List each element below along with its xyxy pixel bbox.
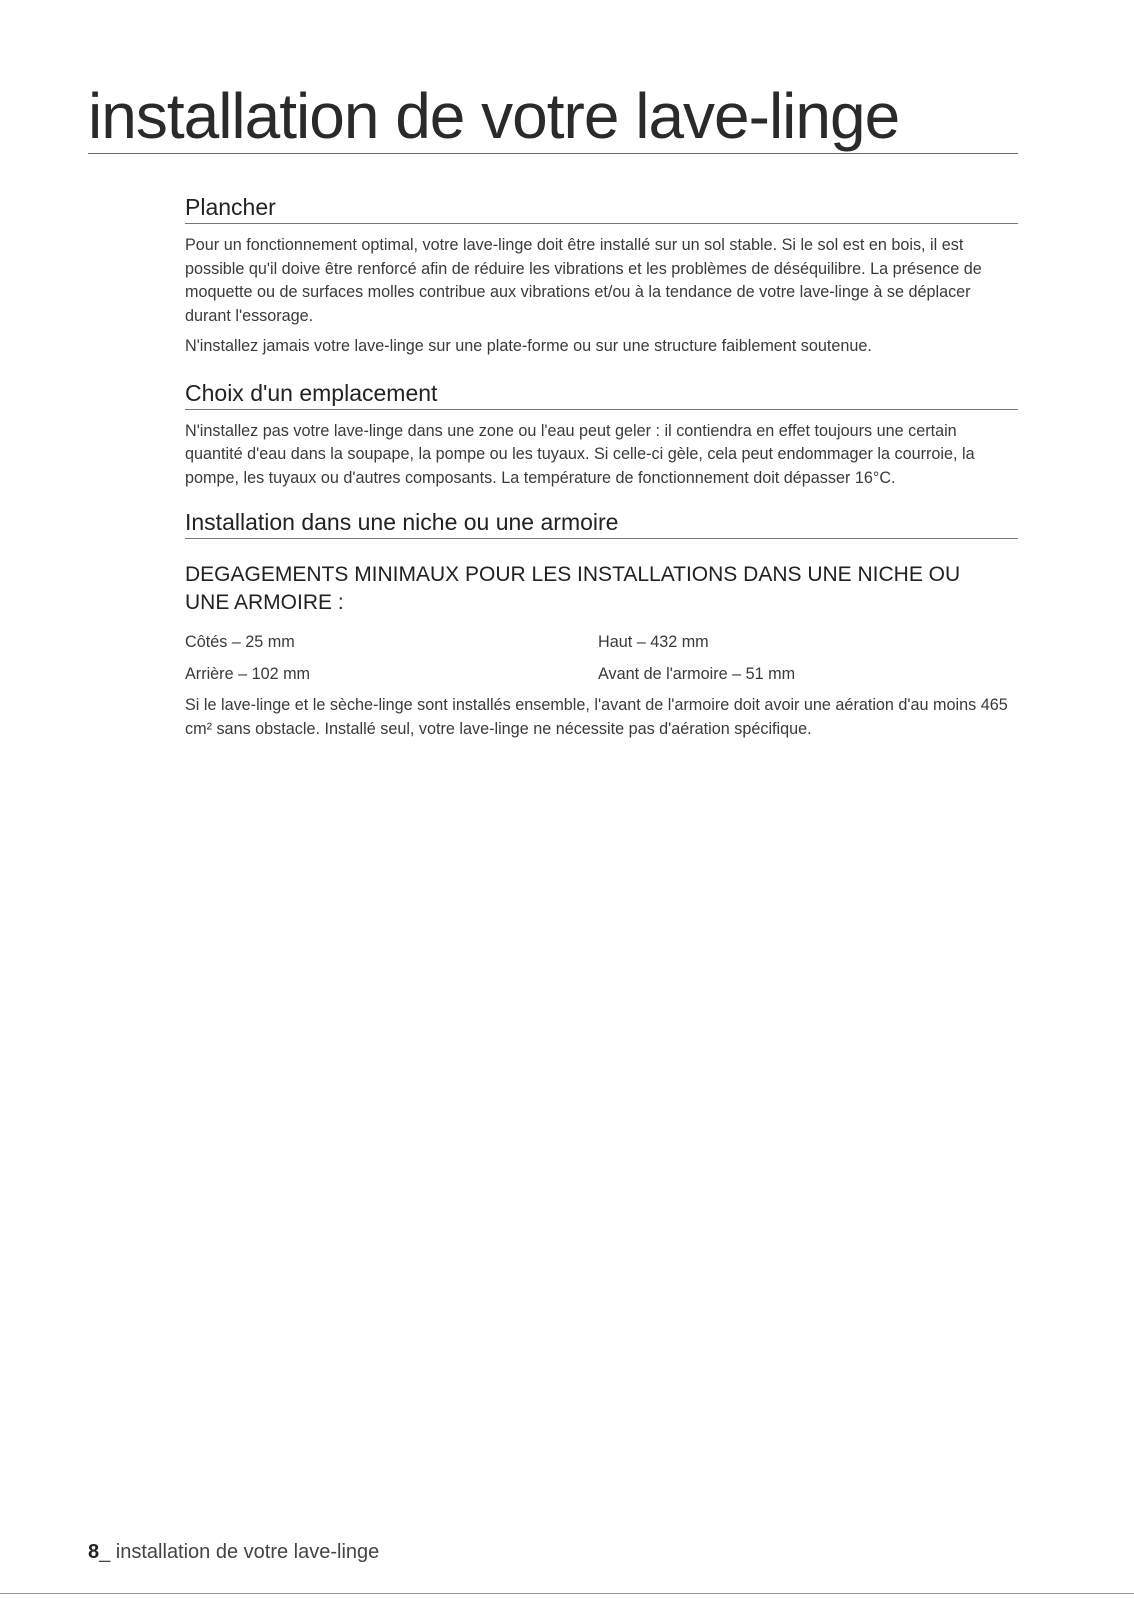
section-heading-choix-emplacement: Choix d'un emplacement — [185, 379, 1018, 410]
paragraph: Si le lave-linge et le sèche-linge sont installés ensemble, l'avant de l'armoire doit avoir une aération d'au moins 465 cm² sans obstacle. Installé seul, votre lave-linge ne nécessite pas d'aération spécifique. — [185, 696, 1008, 738]
section-heading-plancher: Plancher — [185, 193, 1018, 224]
dimension-cabinet-front: Avant de l'armoire – 51 mm — [598, 664, 796, 683]
clearances-subheading: DEGAGEMENTS MINIMAUX POUR LES INSTALLATIONS DANS UNE NICHE OU UNE ARMOIRE : — [185, 563, 961, 614]
main-content — [185, 193, 1018, 741]
section-choix-emplacement — [185, 379, 1018, 491]
dimension-sides: Côtés – 25 mm — [185, 633, 295, 651]
paragraph: Pour un fonctionnement optimal, votre lave-linge doit être installé sur un sol stable. Si le sol est en bois, il est possible qu'il doive être renforcé afin de réduire les vibrations et les problèmes de déséquilibre. La présence de moquette ou de surfaces molles contribue aux vibrations et/ou à la tendance de votre lave-linge à se déplacer durant l'essorage. — [185, 236, 982, 325]
footer-text: _ installation de votre lave-linge — [99, 1541, 380, 1563]
page-title: installation de votre lave-linge — [88, 78, 1018, 154]
dimension-rear: Arrière – 102 mm — [185, 664, 311, 683]
dimensions-row — [185, 663, 1018, 687]
page-footer — [88, 1541, 379, 1564]
paragraph: N'installez pas votre lave-linge dans une zone ou l'eau peut geler : il contiendra en effet toujours une certain quantité d'eau dans la soupape, la pompe ou les tuyaux. Si celle-ci gèle, cela peut endommager la courroie, la pompe, les tuyaux ou d'autres composants. La température de fonctionnement doit dépasser 16°C. — [185, 421, 975, 487]
dimension-top: Haut – 432 mm — [598, 633, 709, 651]
paragraph: N'installez jamais votre lave-linge sur une plate-forme ou sur une structure faiblement soutenue. — [185, 337, 872, 355]
dimensions-row — [185, 631, 1018, 655]
section-heading-installation-niche: Installation dans une niche ou une armoire — [185, 508, 1018, 539]
bottom-divider — [0, 1593, 1134, 1594]
page-number: 8 — [88, 1541, 100, 1563]
section-plancher — [185, 193, 1018, 359]
section-installation-niche — [185, 508, 1018, 741]
